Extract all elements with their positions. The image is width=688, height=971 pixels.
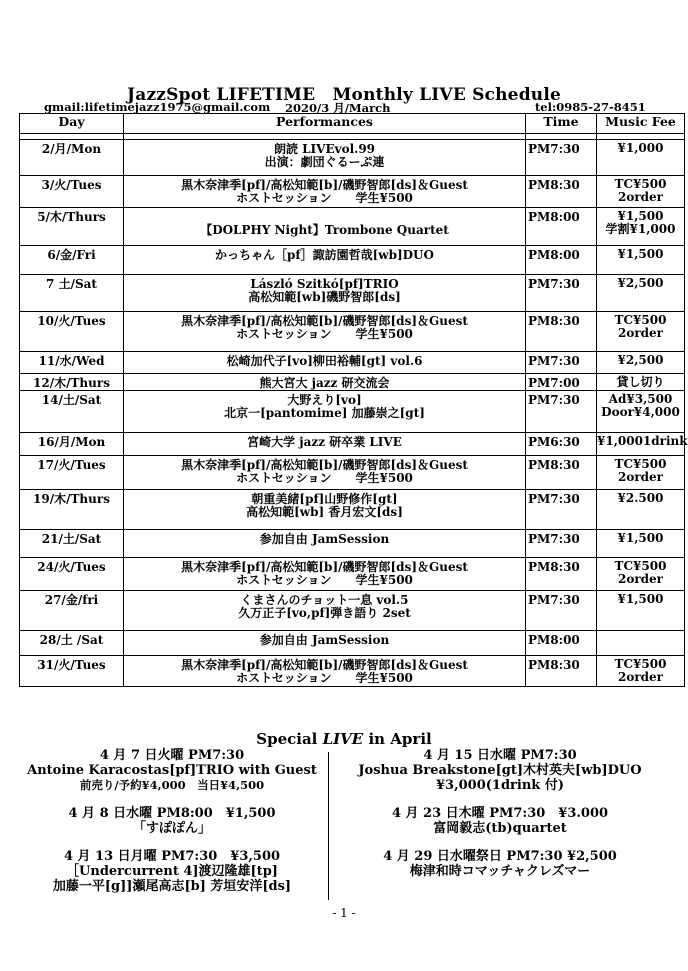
special-event xyxy=(18,806,326,836)
page-number: - 1 - xyxy=(332,906,356,920)
table-row xyxy=(20,558,685,591)
row-day: 11/水/Wed xyxy=(20,352,124,374)
table-row xyxy=(20,374,685,391)
fee-line: ¥1,500 xyxy=(617,247,664,261)
row-time: PM8:30 xyxy=(526,558,597,591)
fee-line: TC¥500 xyxy=(614,559,667,573)
row-fee xyxy=(597,352,685,374)
event-date: 4 月 8 日水曜 PM8:00 ¥1,500 xyxy=(68,806,276,821)
row-time: PM8:00 xyxy=(526,631,597,656)
fee-line: ¥1,500 xyxy=(617,531,664,545)
performance-line: 大野えり[vo] xyxy=(287,393,362,407)
special-events-left xyxy=(18,748,326,907)
row-day: 2/月/Mon xyxy=(20,140,124,176)
fee-line: ¥1,0001drink xyxy=(597,434,688,448)
performance-line: 北京一[pantomime] 加藤崇之[gt] xyxy=(224,406,425,420)
row-fee xyxy=(597,208,685,246)
event-detail: ¥3,000(1drink 付) xyxy=(436,778,564,793)
fee-line: Door¥4,000 xyxy=(601,405,680,419)
performance-line: 黒木奈津季[pf]/高松知範[b]/磯野智郎[ds]＆Guest xyxy=(181,178,468,192)
fee-line: 貸し切り xyxy=(616,375,665,389)
table-row xyxy=(20,312,685,352)
performance-line: ホストセッション 学生¥500 xyxy=(236,327,413,341)
row-performance xyxy=(124,558,526,591)
column-header-day: Day xyxy=(20,114,124,134)
row-day: 5/木/Thurs xyxy=(20,208,124,246)
performance-line: 黒木奈津季[pf]/高松知範[b]/磯野智郎[ds]＆Guest xyxy=(181,314,468,328)
fee-line: TC¥500 xyxy=(614,177,667,191)
special-live-heading: Special LIVE in April xyxy=(256,730,432,748)
special-event xyxy=(330,849,670,879)
row-performance xyxy=(124,246,526,275)
row-time: PM8:00 xyxy=(526,208,597,246)
row-time: PM7:00 xyxy=(526,374,597,391)
row-day: 16/月/Mon xyxy=(20,433,124,456)
performance-line: 参加自由 JamSession xyxy=(259,532,390,546)
fee-line: ¥2.500 xyxy=(617,491,664,505)
table-row xyxy=(20,530,685,558)
performance-line: ホストセッション 学生¥500 xyxy=(236,471,413,485)
performance-line: László Szitkó[pf]TRIO xyxy=(250,277,399,291)
row-time: PM7:30 xyxy=(526,275,597,312)
row-day: 10/火/Tues xyxy=(20,312,124,352)
special-event xyxy=(330,748,670,793)
row-fee xyxy=(597,631,685,656)
row-fee xyxy=(597,591,685,631)
table-row xyxy=(20,631,685,656)
special-event xyxy=(18,748,326,793)
event-date: 4 月 13 日月曜 PM7:30 ¥3,500 xyxy=(63,849,281,864)
row-fee xyxy=(597,490,685,530)
row-performance xyxy=(124,374,526,391)
fee-line: ¥1,500 xyxy=(617,209,664,223)
event-detail: 「すぽぽん」 xyxy=(132,821,211,836)
performance-line: 宮崎大学 jazz 研卒業 LIVE xyxy=(247,435,402,449)
column-header-performances: Performances xyxy=(124,114,526,134)
schedule-table xyxy=(19,113,688,687)
event-date: 4 月 7 日火曜 PM7:30 xyxy=(99,748,245,763)
fee-line: 2order xyxy=(617,470,664,484)
row-day: 17/火/Tues xyxy=(20,456,124,490)
fee-line: ¥1,500 xyxy=(617,592,664,606)
fee-line: ¥2,500 xyxy=(617,353,664,367)
row-fee xyxy=(597,433,688,456)
fee-line: TC¥500 xyxy=(614,457,667,471)
table-row xyxy=(20,656,685,687)
row-fee xyxy=(597,558,685,591)
row-performance xyxy=(124,275,526,312)
row-performance xyxy=(124,591,526,631)
special-event xyxy=(18,849,326,894)
column-divider xyxy=(328,752,329,900)
event-date: 4 月 15 日水曜 PM7:30 xyxy=(423,748,577,763)
row-day: 12/木/Thurs xyxy=(20,374,124,391)
performance-line: ホストセッション 学生¥500 xyxy=(236,191,413,205)
performance-line: 朗読 LIVEvol.99 xyxy=(273,142,376,156)
row-performance xyxy=(124,391,526,433)
row-time: PM7:30 xyxy=(526,591,597,631)
performance-line: かっちゃん［pf］諏訪園哲哉[wb]DUO xyxy=(215,248,434,262)
performance-line: ホストセッション 学生¥500 xyxy=(236,671,413,685)
performance-line: 【DOLPHY Night】Trombone Quartet xyxy=(200,223,449,237)
event-date: 4 月 23 日木曜 PM7:30 ¥3.000 xyxy=(391,806,609,821)
row-day: 7 土/Sat xyxy=(20,275,124,312)
performance-line: 黒木奈津季[pf]/高松知範[b]/磯野智郎[ds]＆Guest xyxy=(181,658,468,672)
row-time: PM7:30 xyxy=(526,490,597,530)
column-header-time: Time xyxy=(526,114,597,134)
row-performance xyxy=(124,352,526,374)
fee-line: ¥2,500 xyxy=(617,276,664,290)
event-detail: 富岡毅志(tb)quartet xyxy=(433,821,567,836)
table-row xyxy=(20,433,685,456)
row-day: 3/火/Tues xyxy=(20,176,124,208)
row-day: 14/土/Sat xyxy=(20,391,124,433)
event-detail: Antoine Karacostas[pf]TRIO with Guest xyxy=(27,763,317,778)
event-detail: Joshua Breakstone[gt]木村英夫[wb]DUO xyxy=(358,763,642,778)
row-fee xyxy=(597,391,685,433)
row-day: 19/木/Thurs xyxy=(20,490,124,530)
special-event xyxy=(330,806,670,836)
performance-line: 黒木奈津季[pf]/高松知範[b]/磯野智郎[ds]＆Guest xyxy=(181,458,468,472)
row-fee xyxy=(597,176,685,208)
row-time: PM7:30 xyxy=(526,391,597,433)
event-detail: 前売り/予約¥4,000 当日¥4,500 xyxy=(79,778,265,792)
performance-line: 高松知範[wb] 香月宏文[ds] xyxy=(246,505,403,519)
performance-line: 黒木奈津季[pf]/高松知範[b]/磯野智郎[ds]＆Guest xyxy=(181,560,468,574)
table-row xyxy=(20,176,685,208)
performance-line: 松崎加代子[vo]柳田裕輔[gt] vol.6 xyxy=(226,354,423,368)
row-performance xyxy=(124,208,526,246)
row-day: 6/金/Fri xyxy=(20,246,124,275)
fee-line: 学割¥1,000 xyxy=(605,222,676,236)
row-performance xyxy=(124,176,526,208)
fee-line: Ad¥3,500 xyxy=(608,392,673,406)
row-performance xyxy=(124,433,526,456)
performance-line: ホストセッション 学生¥500 xyxy=(236,573,413,587)
email-address: gmail:lifetimejazz1975@gmail.com xyxy=(44,100,271,114)
table-row xyxy=(20,490,685,530)
row-time: PM8:30 xyxy=(526,456,597,490)
row-performance xyxy=(124,456,526,490)
table-row xyxy=(20,208,685,246)
row-time: PM7:30 xyxy=(526,530,597,558)
row-fee xyxy=(597,140,685,176)
table-row xyxy=(20,275,685,312)
special-events-right xyxy=(330,748,670,892)
row-fee xyxy=(597,456,685,490)
column-header-fee: Music Fee xyxy=(597,114,685,134)
row-performance xyxy=(124,530,526,558)
table-row xyxy=(20,456,685,490)
row-day: 27/金/fri xyxy=(20,591,124,631)
fee-line: ¥1,000 xyxy=(617,141,664,155)
table-header-row xyxy=(20,114,685,134)
event-detail: 加藤一平[g]]瀬尾高志[b] 芳垣安洋[ds] xyxy=(52,879,292,894)
fee-line: 2order xyxy=(617,190,664,204)
performance-line: 久万正子[vo,pf]弾き語り 2set xyxy=(238,606,411,620)
row-day: 21/土/Sat xyxy=(20,530,124,558)
row-fee xyxy=(597,275,685,312)
table-row xyxy=(20,591,685,631)
fee-line: TC¥500 xyxy=(614,657,667,671)
row-day: 28/土 /Sat xyxy=(20,631,124,656)
row-fee xyxy=(597,312,685,352)
table-row xyxy=(20,352,685,374)
fee-line: 2order xyxy=(617,670,664,684)
schedule-month: 2020/3 月/March xyxy=(285,101,391,115)
page-title: JazzSpot LIFETIME Monthly LIVE Schedule xyxy=(126,85,562,105)
row-fee xyxy=(597,246,685,275)
row-performance xyxy=(124,490,526,530)
performance-line: 熊大宮大 jazz 研交流会 xyxy=(259,376,390,390)
fee-line: 2order xyxy=(617,326,664,340)
row-performance xyxy=(124,140,526,176)
row-time: PM8:30 xyxy=(526,656,597,687)
table-row xyxy=(20,246,685,275)
row-time: PM8:30 xyxy=(526,312,597,352)
row-day: 31/火/Tues xyxy=(20,656,124,687)
table-row xyxy=(20,391,685,433)
row-time: PM8:00 xyxy=(526,246,597,275)
table-row xyxy=(20,140,685,176)
phone-number: tel:0985-27-8451 xyxy=(535,100,646,114)
row-fee xyxy=(597,374,685,391)
row-time: PM6:30 xyxy=(526,433,597,456)
row-time: PM8:30 xyxy=(526,176,597,208)
row-performance xyxy=(124,631,526,656)
event-detail: ［Undercurrent 4]渡辺隆雄[tp] xyxy=(66,864,278,879)
row-time: PM7:30 xyxy=(526,140,597,176)
event-detail: 梅津和時コマッチャクレズマー xyxy=(409,864,591,879)
row-fee xyxy=(597,656,685,687)
row-performance xyxy=(124,312,526,352)
row-day: 24/火/Tues xyxy=(20,558,124,591)
fee-line: TC¥500 xyxy=(614,313,667,327)
row-fee xyxy=(597,530,685,558)
event-date: 4 月 29 日水曜祭日 PM7:30 ¥2,500 xyxy=(383,849,617,864)
performance-line: 高松知範[wb]磯野智郎[ds] xyxy=(248,290,401,304)
performance-line: 朝重美緒[pf]山野修作[gt] xyxy=(251,492,398,506)
performance-line: 参加自由 JamSession xyxy=(259,633,390,647)
fee-line: 2order xyxy=(617,572,664,586)
row-time: PM7:30 xyxy=(526,352,597,374)
row-performance xyxy=(124,656,526,687)
performance-line: 出演：劇団ぐるーぷ連 xyxy=(264,155,385,169)
performance-line: くまさんのチョット一息 vol.5 xyxy=(240,593,409,607)
